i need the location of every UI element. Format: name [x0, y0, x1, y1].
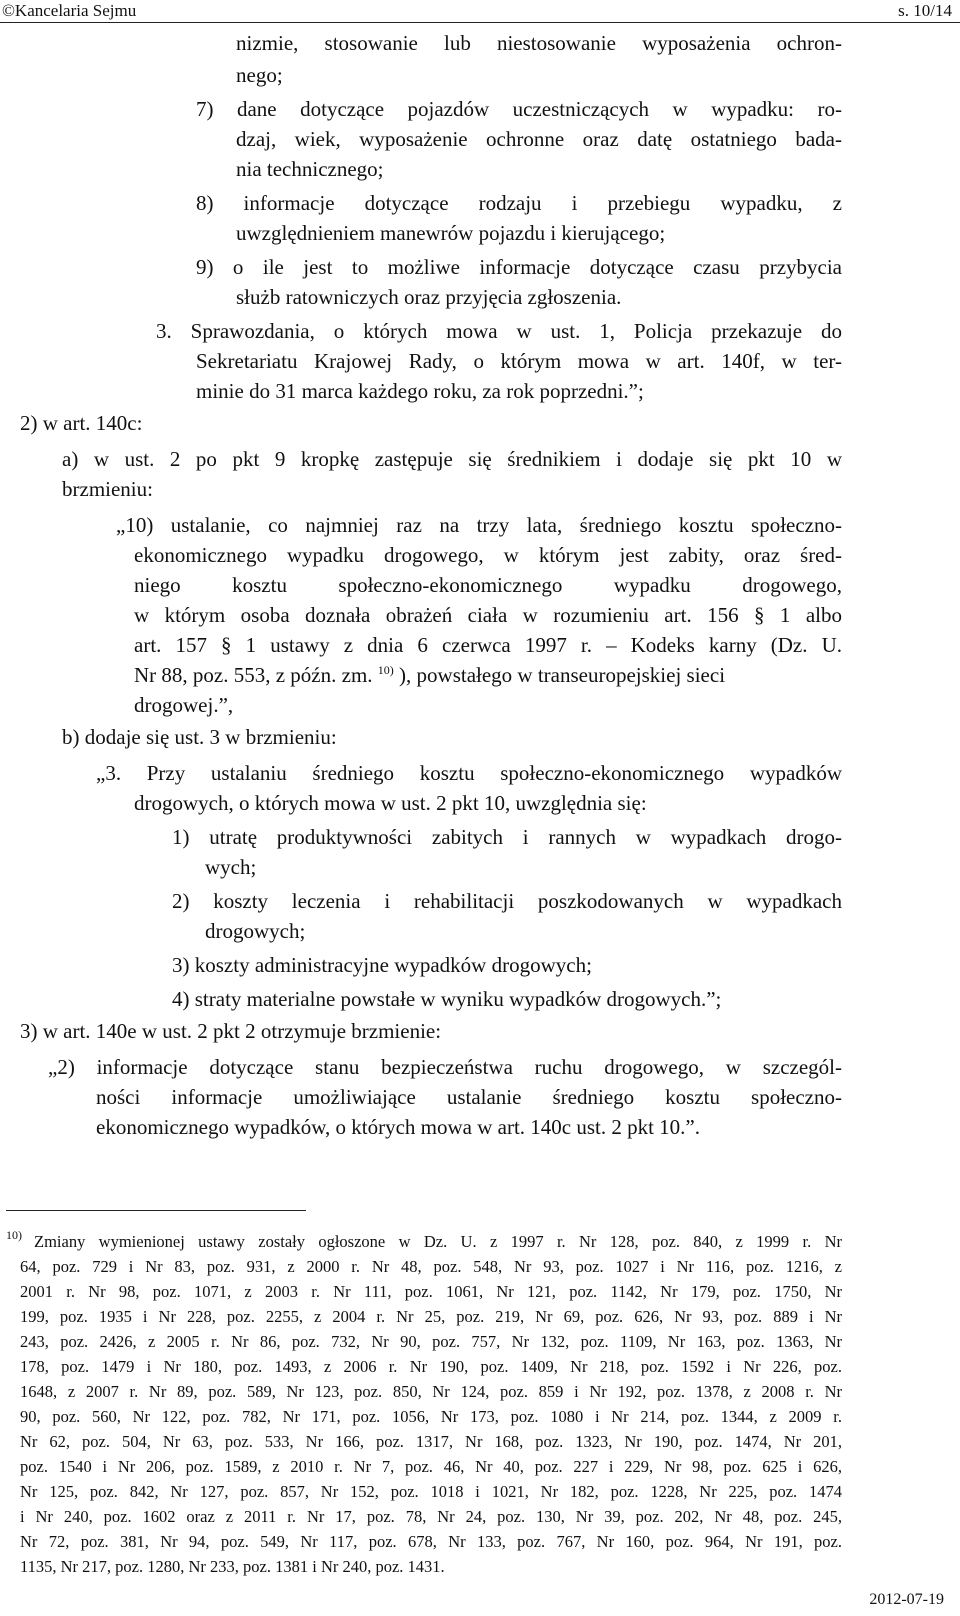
text-line: nizmie, stosowanie lub niestosowanie wyposażenia ochron- [236, 31, 842, 55]
footnote-line: 199, poz. 1935 i Nr 228, poz. 2255, z 2004 r. Nr 25, poz. 219, Nr 69, poz. 626, Nr 93, poz. 889 i Nr [20, 1307, 842, 1326]
text-line: ekonomicznego wypadku drogowego, w którym jest zabity, oraz śred- [134, 543, 842, 567]
text-line: niego kosztu społeczno-ekonomicznego wypadku drogowego, [134, 573, 842, 597]
text-line: 9) o ile jest to możliwe informacje dotyczące czasu przybycia [196, 255, 842, 279]
text-line: drogowych; [205, 919, 306, 943]
footnote-line: 2001 r. Nr 98, poz. 1071, z 2003 r. Nr 111, poz. 1061, Nr 121, poz. 1142, Nr 179, poz. 1750, Nr [20, 1282, 842, 1301]
text-line: „10) ustalanie, co najmniej raz na trzy lata, średniego kosztu społeczno- [116, 513, 842, 537]
text-line: 2) w art. 140c: [20, 411, 143, 435]
text-line: minie do 31 marca każdego roku, za rok poprzedni.”; [196, 379, 644, 403]
text-line: art. 157 § 1 ustawy z dnia 6 czerwca 1997 r. – Kodeks karny (Dz. U. [134, 633, 842, 657]
footnote-line: Nr 72, poz. 381, Nr 94, poz. 549, Nr 117, poz. 678, Nr 133, poz. 767, Nr 160, poz. 964, Nr 191, poz. [20, 1532, 842, 1551]
text-segment: ), powstałego w transeuropejskiej sieci [399, 663, 726, 687]
footnote-number: 10) [6, 1228, 22, 1242]
footnote-line: 1648, z 2007 r. Nr 89, poz. 589, Nr 123, poz. 850, Nr 124, poz. 859 i Nr 192, poz. 1378, z 2008 r. Nr [20, 1382, 842, 1401]
header-left: ©Kancelaria Sejmu [2, 1, 137, 20]
footer-date: 2012-07-19 [869, 1591, 944, 1608]
footnote-marker: 10) [377, 663, 394, 677]
page-number: s. 10/14 [898, 1, 952, 20]
footnote-line: 90, poz. 560, Nr 122, poz. 782, Nr 171, poz. 1056, Nr 173, poz. 1080 i Nr 214, poz. 1344, z 2009 r. [20, 1407, 842, 1426]
text-line: 3) koszty administracyjne wypadków drogowych; [172, 953, 592, 977]
text-line: dzaj, wiek, wyposażenie ochronne oraz datę ostatniego bada- [236, 127, 842, 151]
footnote-line: Nr 125, poz. 842, Nr 127, poz. 857, Nr 152, poz. 1018 i 1021, Nr 182, poz. 1228, Nr 225, poz. 1474 [20, 1482, 842, 1501]
text-line: b) dodaje się ust. 3 w brzmieniu: [62, 725, 337, 749]
text-line: brzmieniu: [62, 477, 153, 501]
footnote-line: i Nr 240, poz. 1602 oraz z 2011 r. Nr 17, poz. 78, Nr 24, poz. 130, Nr 39, poz. 202, Nr 48, poz. 245, [20, 1507, 842, 1526]
text-line: wych; [205, 855, 257, 879]
text-line: uwzględnieniem manewrów pojazdu i kierującego; [236, 221, 666, 245]
text-line: 7) dane dotyczące pojazdów uczestniczących w wypadku: ro- [196, 97, 842, 121]
text-line: nia technicznego; [236, 157, 384, 181]
footnote-line: Nr 62, poz. 504, Nr 63, poz. 533, Nr 166, poz. 1317, Nr 168, poz. 1323, Nr 190, poz. 1474, Nr 201, [20, 1432, 842, 1451]
text-line [134, 662, 725, 688]
footnote-line: Zmiany wymienionej ustawy zostały ogłoszone w Dz. U. z 1997 r. Nr 128, poz. 840, z 1999 r. Nr [34, 1232, 842, 1251]
text-line: 3. Sprawozdania, o których mowa w ust. 1, Policja przekazuje do [156, 319, 842, 343]
footnote-separator [6, 1210, 306, 1211]
text-line: 3) w art. 140e w ust. 2 pkt 2 otrzymuje brzmienie: [20, 1019, 442, 1043]
footnote-line: 64, poz. 729 i Nr 83, poz. 931, z 2000 r. Nr 48, poz. 548, Nr 93, poz. 1027 i Nr 116, poz. 1216, z [20, 1257, 842, 1276]
text-line: „2) informacje dotyczące stanu bezpieczeństwa ruchu drogowego, w szczegól- [48, 1055, 842, 1079]
text-line: ekonomicznego wypadków, o których mowa w art. 140c ust. 2 pkt 10.”. [96, 1115, 701, 1139]
footnote-line: 1135, Nr 217, poz. 1280, Nr 233, poz. 1381 i Nr 240, poz. 1431. [20, 1557, 445, 1576]
text-line: Sekretariatu Krajowej Rady, o którym mowa w art. 140f, w ter- [196, 349, 842, 373]
text-line: „3. Przy ustalaniu średniego kosztu społeczno-ekonomicznego wypadków [96, 761, 842, 785]
text-line: ności informacje umożliwiające ustalanie średniego kosztu społeczno- [96, 1085, 842, 1109]
text-line: a) w ust. 2 po pkt 9 kropkę zastępuje się średnikiem i dodaje się pkt 10 w [62, 447, 842, 471]
text-line: 4) straty materialne powstałe w wyniku wypadków drogowych.”; [172, 987, 722, 1011]
footnote-line: 243, poz. 2426, z 2005 r. Nr 86, poz. 732, Nr 90, poz. 757, Nr 132, poz. 1109, Nr 163, poz. 1363, Nr [20, 1332, 842, 1351]
text-line: służb ratowniczych oraz przyjęcia zgłoszenia. [236, 285, 622, 309]
header-rule [0, 22, 960, 23]
footnote-line: poz. 1540 i Nr 206, poz. 1589, z 2010 r. Nr 7, poz. 46, Nr 40, poz. 227 i 229, Nr 98, poz. 625 i 626, [20, 1457, 842, 1476]
text-line: 1) utratę produktywności zabitych i rannych w wypadkach drogo- [172, 825, 842, 849]
text-line: w którym osoba doznała obrażeń ciała w rozumieniu art. 156 § 1 albo [134, 603, 842, 627]
text-line: 8) informacje dotyczące rodzaju i przebiegu wypadku, z [196, 191, 842, 215]
text-line: drogowych, o których mowa w ust. 2 pkt 10, uwzględnia się: [134, 791, 647, 815]
text-line: 2) koszty leczenia i rehabilitacji poszkodowanych w wypadkach [172, 889, 842, 913]
footnote-line: 178, poz. 1479 i Nr 180, poz. 1493, z 2006 r. Nr 190, poz. 1409, Nr 218, poz. 1592 i Nr 226, poz. [20, 1357, 842, 1376]
text-line: nego; [236, 63, 283, 87]
text-segment: Nr 88, poz. 553, z późn. zm. [134, 663, 373, 687]
text-line: drogowej.”, [134, 693, 234, 717]
